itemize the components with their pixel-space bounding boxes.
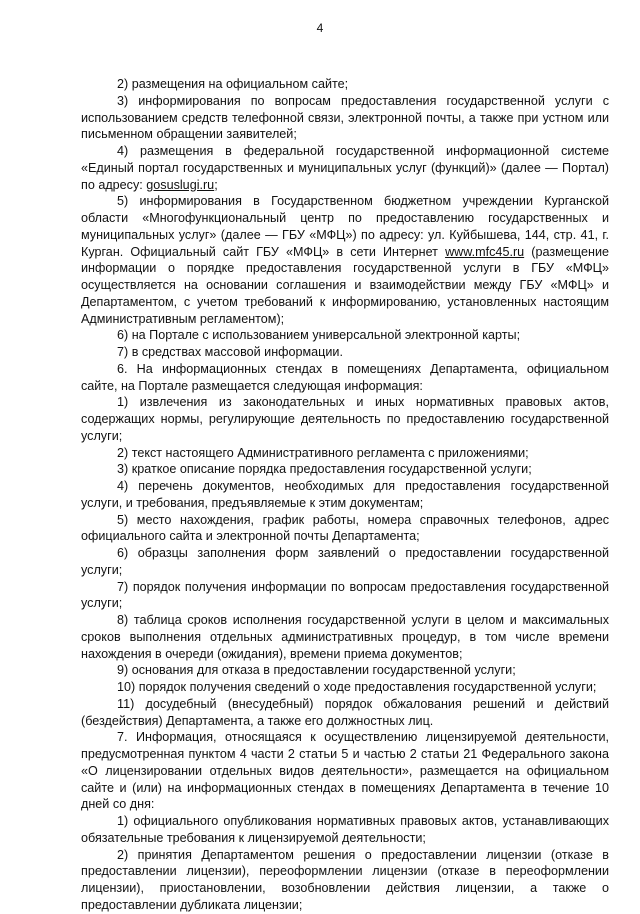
- paragraph-text: 1) официального опубликования нормативных правовых актов, устанавливающих обязательные требования к лицензируемой деятельности;: [81, 814, 609, 845]
- paragraph-item-4: [81, 143, 609, 193]
- paragraph-text: ;: [214, 177, 218, 192]
- document-body: [81, 76, 609, 914]
- paragraph-text: 11) досудебный (внесудебный) порядок обжалования решений и действий (бездействия) Департамента, а также его должностных лиц.: [81, 696, 609, 728]
- paragraph-text: 10) порядок получения сведений о ходе предоставления государственной услуги;: [117, 680, 597, 694]
- gosuslugi-link[interactable]: gosuslugi.ru: [146, 177, 215, 192]
- section-6-item-1: [81, 394, 609, 444]
- section-6-paragraph: [81, 361, 609, 395]
- section-6-item-9: [81, 662, 609, 679]
- paragraph-text: 2) принятия Департаментом решения о предоставлении лицензии (отказе в предоставлении лицензии), переоформлении лицензии (отказе в переоформлении лицензии), приостановлении, возобновлении действия лицензии, а также о предоставлении дубликата лицензии;: [81, 847, 609, 912]
- paragraph-item-6: [81, 327, 609, 344]
- mfc-website-link[interactable]: www.mfc45.ru: [445, 244, 525, 259]
- section-6-item-11: [81, 696, 609, 730]
- paragraph-text: 7) порядок получения информации по вопросам предоставления государственной услуги;: [81, 579, 609, 611]
- paragraph-text: (размещение информации о порядке предоставления государственной услуги в ГБУ «МФЦ» осуществляется на основании соглашения и взаимодействии между ГБУ «МФЦ» и Департаментом, с учетом требований к информированию, установленных настоящим Административным регламентом);: [81, 244, 609, 326]
- paragraph-text: 2) размещения на официальном сайте;: [117, 77, 349, 91]
- section-6-item-10: [81, 679, 609, 696]
- paragraph-text: 3) информирования по вопросам предоставления государственной услуги с использованием средств телефонной связи, электронной почты, а также при устном или письменном обращении заявителей;: [81, 93, 609, 142]
- section-7-paragraph: [81, 729, 609, 813]
- paragraph-text: 7. Информация, относящаяся к осуществлению лицензируемой деятельности, предусмотренная пунктом 4 части 2 статьи 5 и частью 2 статьи 21 Федерального закона «О лицензировании отдельных видов деятельности», размещается на официальном сайте и (или) на информационных стендах в помещениях Департамента в течение 10 дней со дня:: [81, 730, 609, 812]
- section-7-item-2: [81, 847, 609, 914]
- paragraph-text: 6) образцы заполнения форм заявлений о предоставлении государственной услуги;: [81, 546, 609, 577]
- paragraph-item-2: [81, 76, 609, 93]
- section-6-item-3: [81, 461, 609, 478]
- paragraph-text: 6) на Портале с использованием универсальной электронной карты;: [117, 328, 521, 343]
- section-6-item-5: [81, 512, 609, 546]
- section-7-item-1: [81, 813, 609, 847]
- paragraph-text: 2) текст настоящего Административного регламента с приложениями;: [117, 445, 529, 460]
- section-6-item-6: [81, 545, 609, 579]
- paragraph-text: 6. На информационных стендах в помещениях Департамента, официальном сайте, на Портале размещается следующая информация:: [81, 361, 609, 393]
- page-number: 4: [316, 21, 324, 35]
- paragraph-item-3: [81, 93, 609, 143]
- paragraph-text: 8) таблица сроков исполнения государственной услуги в целом и максимальных сроков выполнения отдельных административных процедур, в том числе времени нахождения в очереди (ожидания), времени приема документов;: [81, 613, 609, 661]
- paragraph-text: 7) в средствах массовой информации.: [117, 345, 343, 359]
- section-6-item-8: [81, 612, 609, 662]
- section-6-item-7: [81, 579, 609, 613]
- paragraph-text: 1) извлечения из законодательных и иных нормативных правовых актов, содержащих нормы, регулирующие деятельность по предоставлению государственной услуги;: [81, 395, 609, 443]
- section-6-item-2: [81, 445, 609, 462]
- paragraph-text: 4) размещения в федеральной государственной информационной системе «Единый портал государственных и муниципальных услуг (функций)» (далее — Портал) по адресу:: [81, 144, 609, 192]
- paragraph-item-7: [81, 344, 609, 361]
- paragraph-text: 3) краткое описание порядка предоставления государственной услуги;: [117, 462, 532, 477]
- paragraph-text: 4) перечень документов, необходимых для предоставления государственной услуги, и требования, предъявляемые к этим документам;: [81, 479, 609, 510]
- section-6-item-4: [81, 478, 609, 512]
- paragraph-text: 5) место нахождения, график работы, номера справочных телефонов, адрес официального сайта и электронной почты Департамента;: [81, 512, 609, 544]
- paragraph-text: 9) основания для отказа в предоставлении государственной услуги;: [117, 663, 516, 678]
- paragraph-text: 5) информирования в Государственном бюджетном учреждении Курганской области «Многофункциональный центр по предоставлению государственных и муниципальных услуг» (далее — ГБУ «МФЦ») по адресу: ул. Куйбышева, 144, стр. 41, г. Курган. Официальный сайт ГБУ «МФЦ» в сети Интернет: [81, 194, 609, 259]
- paragraph-item-5: [81, 193, 609, 327]
